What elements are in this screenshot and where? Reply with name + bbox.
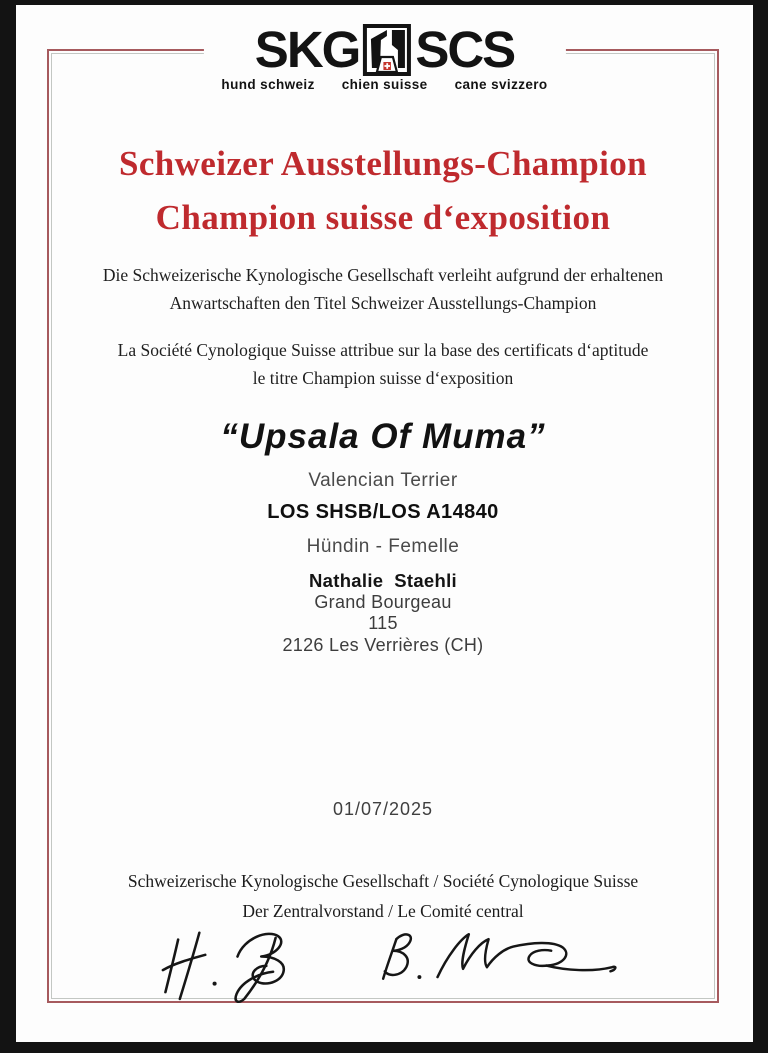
dog-name: “Upsala Of Muma”: [220, 417, 546, 456]
issuer-organization: Schweizerische Kynologische Gesellschaft / Société Cynologique Suisse: [127, 871, 639, 891]
issuer-board: Der Zentralvorstand / Le Comité central: [242, 901, 524, 921]
handwritten-signature-left: [140, 926, 318, 1004]
logo-subtitle-italian: cane svizzero: [454, 77, 548, 92]
owner-block: [52, 570, 714, 656]
certificate-content: [52, 54, 714, 998]
dog-studbook-number: LOS SHSB/LOS A14840: [267, 501, 499, 523]
certificate-frame-inner-rule: [51, 53, 715, 999]
owner-name: Nathalie Staehli: [308, 570, 457, 591]
skg-dog-emblem-icon: [362, 23, 412, 77]
certificate-page: [16, 5, 753, 1042]
owner-city: 2126 Les Verrières (CH): [282, 634, 484, 655]
skg-scs-logo: [203, 23, 565, 94]
owner-house-number: 115: [368, 613, 398, 633]
grant-french-line2: le titre Champion suisse d‘exposition: [252, 367, 514, 388]
logo-subtitle-french: chien suisse: [341, 77, 428, 92]
grant-french-line1: La Société Cynologique Suisse attribue sur la base des certificats d‘aptitude: [117, 340, 649, 360]
logo-text-scs: SCS: [415, 21, 515, 78]
grant-paragraph-german: [52, 262, 714, 317]
logo-text-skg: SKG: [254, 21, 360, 78]
grant-paragraph-french: [52, 337, 714, 392]
grant-german-line2: Anwartschaften den Titel Schweizer Ausstellungs-Champion: [169, 292, 597, 313]
logo-subtitle: [221, 77, 547, 92]
issue-date: 01/07/2025: [332, 799, 434, 819]
certificate-title-french: Champion suisse d‘exposition: [155, 198, 611, 237]
signatures-row: [62, 926, 724, 1004]
owner-street: Grand Bourgeau: [314, 591, 452, 612]
logo-subtitle-german: hund schweiz: [221, 77, 315, 92]
logo-row: [221, 23, 547, 77]
grant-german-line1: Die Schweizerische Kynologische Gesellschaft verleiht aufgrund der erhaltenen: [102, 265, 664, 285]
dog-breed: Valencian Terrier: [308, 470, 458, 491]
issuer-block: [52, 866, 714, 926]
dog-sex: Hündin - Femelle: [306, 536, 460, 557]
handwritten-signature-right: [346, 926, 646, 996]
certificate-frame: [47, 49, 719, 1003]
certificate-title-german: Schweizer Ausstellungs-Champion: [118, 144, 648, 183]
certificate-title: [52, 137, 714, 245]
